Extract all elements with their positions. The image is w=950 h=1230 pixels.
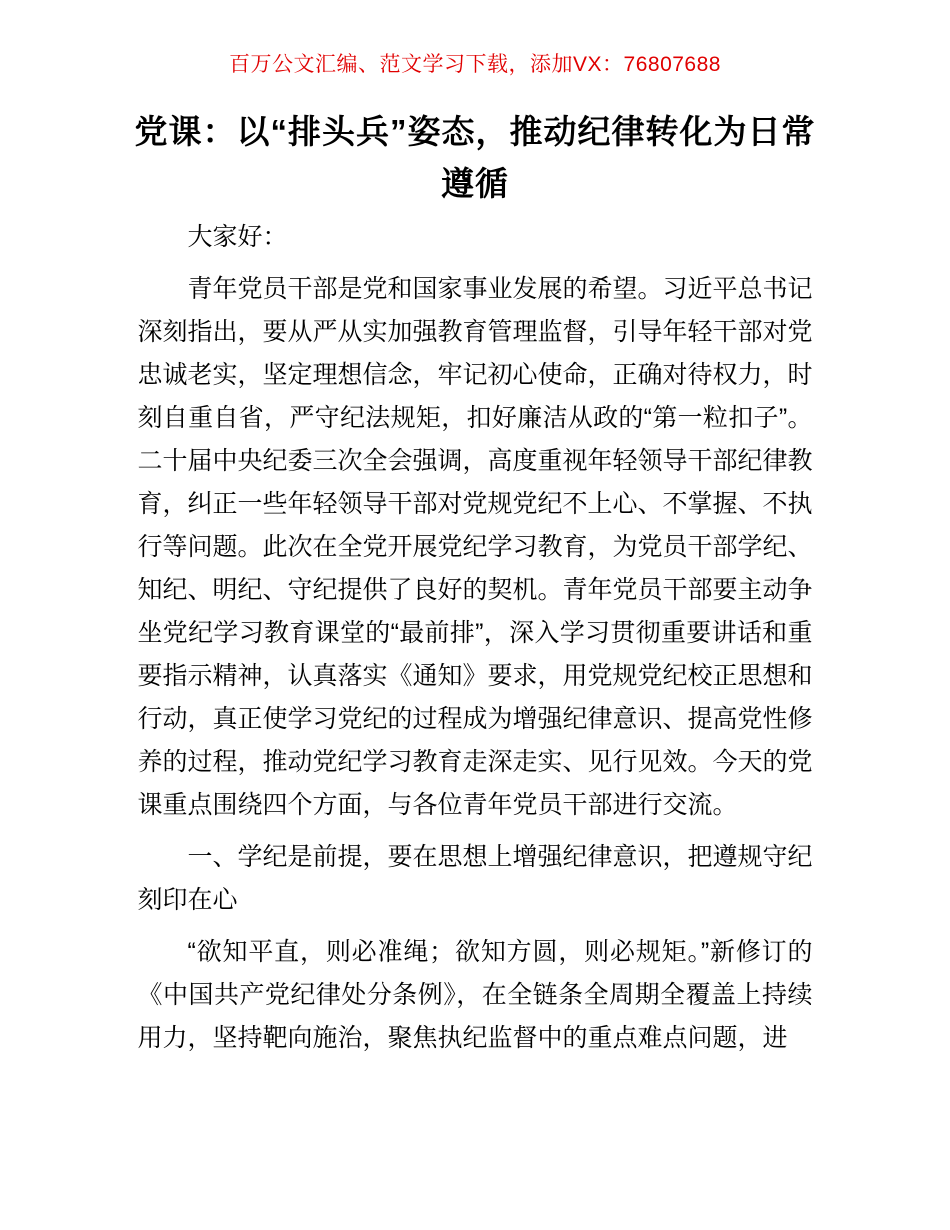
document-title: 党课：以“排头兵”姿态，推动纪律转化为日常遵循 (134, 113, 816, 202)
intro-paragraph: 青年党员干部是党和国家事业发展的希望。习近平总书记深刻指出，要从严从实加强教育管理监督，引导年轻干部对党忠诚老实，坚定理想信念，牢记初心使命，正确对待权力，时刻自重自省，严守纪法规矩，扣好廉洁从政的“第一粒扣子”。二十届中央纪委三次全会强调，高度重视年轻领导干部纪律教育，纠正一些年轻领导干部对党规党纪不上心、不掌握、不执行等问题。此次在全党开展党纪学习教育，为党员干部学纪、知纪、明纪、守纪提供了良好的契机。青年党员干部要主动争坐党纪学习教育课堂的“最前排”，深入学习贯彻重要讲话和重要指示精神，认真落实《通知》要求，用党规党纪校正思想和行动，真正使学习党纪的过程成为增强纪律意识、提高党性修养的过程，推动党纪学习教育走深走实、见行见效。今天的党课重点围绕四个方面，与各位青年党员干部进行交流。 (137, 275, 813, 819)
section-1-heading: 一、学纪是前提，要在思想上增强纪律意识，把遵规守纪刻印在心 (137, 843, 813, 914)
greeting-paragraph: 大家好： (187, 223, 288, 251)
document-body (138, 216, 813, 1060)
section-1-paragraph: “欲知平直，则必准绳；欲知方圆，则必规矩。”新修订的《中国共产党纪律处分条例》，在全链条全周期全覆盖上持续用力，坚持靶向施治，聚焦执纪监督中的重点难点问题，进 (137, 938, 813, 1052)
promo-notice-banner: 百万公文汇编、范文学习下载，添加VX：76807688 (229, 53, 721, 76)
